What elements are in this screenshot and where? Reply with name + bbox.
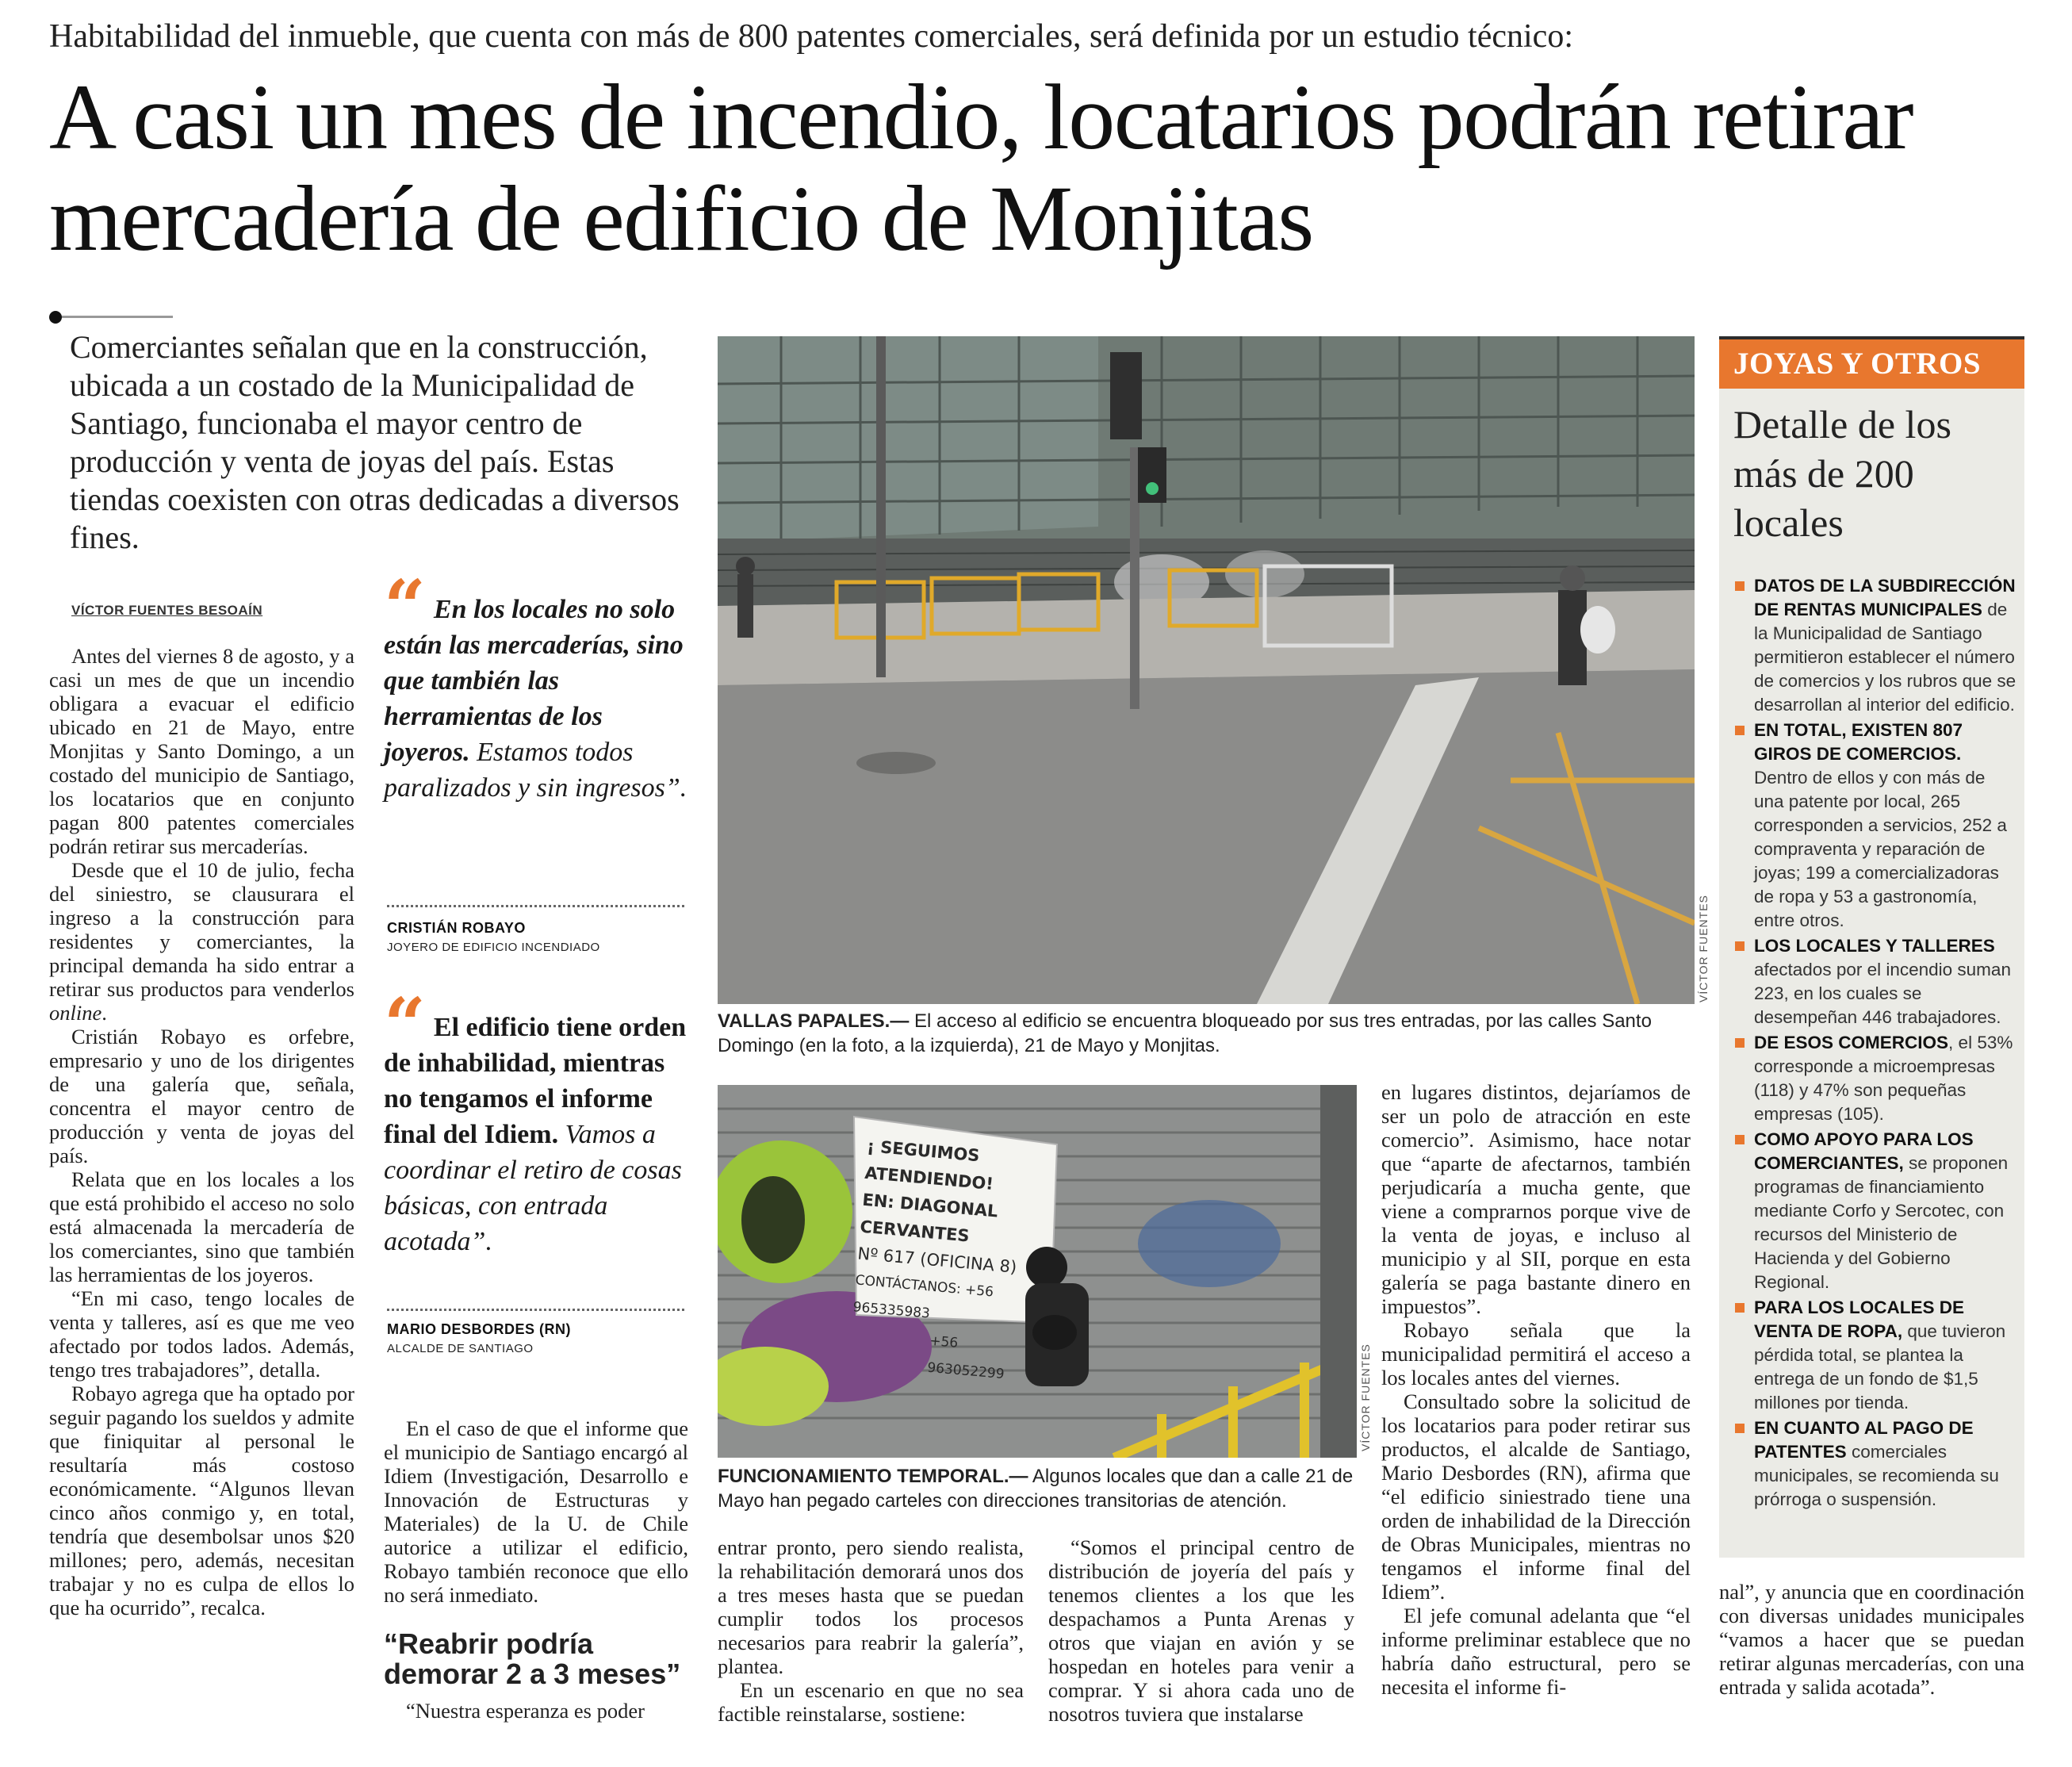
body-column-3 bbox=[718, 1535, 1024, 1726]
quote-text: Estamos todos paralizados y sin ingresos”. bbox=[384, 738, 687, 803]
sign-line: Nº 617 (OFICINA 8) bbox=[856, 1244, 1018, 1277]
pull-quote-2 bbox=[384, 982, 689, 1259]
item-text: se proponen programas de financiamiento mediante Corfo y Sercotec, con recursos del Ministerio de Hacienda y del Gobierno Regional. bbox=[1754, 1153, 2009, 1292]
photo-caption-2 bbox=[718, 1464, 1357, 1513]
sign-line: ¡ SEGUIMOS ATENDIENDO! bbox=[864, 1136, 994, 1194]
list-item bbox=[1733, 719, 2019, 933]
section-subhead: “Reabrir podría demorar 2 a 3 meses” bbox=[384, 1627, 681, 1690]
body-column-2-continued bbox=[384, 1699, 688, 1723]
caption-text: El acceso al edificio se encuentra bloqueado por sus tres entradas, por las calles Santo Domingo (en la foto, a la izquierda), 21 de Mayo y Monjitas. bbox=[718, 1010, 1652, 1056]
item-lead: COMO APOYO PARA LOS COMERCIANTES, bbox=[1754, 1129, 1974, 1173]
list-item bbox=[1733, 1128, 2019, 1294]
item-lead: DE ESOS COMERCIOS bbox=[1754, 1033, 1949, 1052]
caption-title: VALLAS PAPALES.— bbox=[718, 1010, 910, 1032]
paragraph: Antes del viernes 8 de agosto, y a casi un mes de que un incendio obligara a evacuar el edificio ubicado en 21 de Mayo, entre Monjitas y Santo Domingo, a un costado del municipio de Santiago, los locatarios que en conjunto pagan 800 patentes comerciales podrán retirar sus mercaderías. bbox=[49, 644, 354, 858]
square-bullet-icon bbox=[1735, 1038, 1745, 1048]
paragraph: Consultado sobre la solicitud de los locatarios para poder retirar sus productos, el alcalde de Santiago, Mario Desbordes (RN), afirma que “el edificio siniestrado tiene una orden de inhabilidad de la Dirección de Obras Municipales, mientras no tengamos el informe final del Idiem”. bbox=[1381, 1389, 1691, 1604]
caption-title: FUNCIONAMIENTO TEMPORAL.— bbox=[718, 1466, 1028, 1487]
sign-line: CONTÁCTANOS: +56 965335983 bbox=[852, 1272, 994, 1322]
text: online bbox=[49, 1001, 102, 1025]
paragraph: Relata que en los locales a los que está prohibido el acceso no solo está almacenada la mercadería de los comerciantes, sino que también las herramientas de los joyeros. bbox=[49, 1167, 354, 1286]
quote-divider bbox=[387, 905, 684, 907]
photo-street-barriers bbox=[718, 336, 1695, 1004]
street-photo-illustration bbox=[718, 336, 1695, 1004]
quote-attribution-name: MARIO DESBORDES (RN) bbox=[387, 1321, 572, 1337]
square-bullet-icon bbox=[1735, 1135, 1745, 1144]
list-item bbox=[1733, 1296, 2019, 1415]
sidebar-list bbox=[1733, 574, 2019, 1513]
photo-caption-1 bbox=[718, 1009, 1695, 1058]
item-lead: PARA LOS LOCALES DE VENTA DE ROPA, bbox=[1754, 1297, 1965, 1341]
photo-shutter-sign bbox=[718, 1085, 1357, 1458]
body-column-4 bbox=[1048, 1535, 1354, 1726]
quote-emphasis: El edificio tiene orden de inhabilidad, mientras no tengamos el informe final del Idiem. bbox=[384, 1013, 687, 1149]
headline: A casi un mes de incendio, locatarios podrán retirar mercadería de edificio de Monjitas bbox=[49, 65, 1913, 270]
item-text: comerciales municipales, se recomienda su prórroga o suspensión. bbox=[1754, 1442, 1999, 1509]
list-item bbox=[1733, 934, 2019, 1029]
photo-credit: VÍCTOR FUENTES bbox=[1359, 1343, 1372, 1451]
quote-text: Vamos a coordinar el retiro de cosas básicas, con entrada acotada”. bbox=[384, 1120, 682, 1256]
lead-bullet-icon bbox=[49, 311, 62, 324]
paragraph: “Somos el principal centro de distribución de joyería del país y tenemos clientes a los que les despachamos a Punta Arenas y otros que viajan en avión y se hospedan en hoteles para venir a comprar. Y si ahora cada uno de nosotros tuviera que instalarse bbox=[1048, 1535, 1354, 1726]
photo-credit: VÍCTOR FUENTES bbox=[1697, 895, 1710, 1002]
paragraph: En un escenario en que no sea factible reinstalarse, sostiene: bbox=[718, 1678, 1024, 1726]
item-text: de la Municipalidad de Santiago permitieron establecer el número de comercios y los rubros que se desarrollan al interior del edificio. bbox=[1754, 600, 2016, 715]
temporary-sign-text bbox=[847, 1133, 1050, 1390]
quote-attribution-name: CRISTIÁN ROBAYO bbox=[387, 920, 526, 936]
text: Desde que el 10 de julio, fecha del siniestro, se clausurara el ingreso a la construcción para residentes y comerciantes, la principal demanda ha sido entrar a retirar sus productos para venderlos bbox=[49, 858, 354, 1001]
sign-line: +56 963052299 bbox=[926, 1332, 1005, 1383]
paragraph: “En mi caso, tengo locales de venta y talleres, así es que me veo afectado por todos lados. Además, tengo tres trabajadores”, detalla. bbox=[49, 1286, 354, 1382]
square-bullet-icon bbox=[1735, 1303, 1745, 1313]
paragraph: Robayo agrega que ha optado por seguir pagando los sueldos y admite que finiquitar al personal le resultaría más costoso económicamente. “Algunos llevan cinco años conmigo y, en total, tendría que desembolsar unos $20 millones; pero, además, necesitan trabajar y no es culpa de ellos lo que ha ocurrido”, recalca. bbox=[49, 1382, 354, 1619]
paragraph: en lugares distintos, dejaríamos de ser un polo de atracción en este comercio”. Asimismo, hace notar que “aparte de afectarnos, también perjudicaría a mucha gente, que viene a comprarnos porque vive de la venta de joyas, e incluso al municipio y al SII, porque en esta galería se paga bastante dinero en impuestos”. bbox=[1381, 1080, 1691, 1318]
item-lead: EN CUANTO AL PAGO DE PATENTES bbox=[1754, 1418, 1974, 1462]
paragraph: entrar pronto, pero siendo realista, la rehabilitación demorará unos dos a tres meses hasta que se puedan cumplir todos los procesos necesarios para reabrir la galería”, plantea. bbox=[718, 1535, 1024, 1678]
item-lead: DATOS DE LA SUBDIRECCIÓN DE RENTAS MUNICIPALES bbox=[1754, 576, 2016, 619]
body-column-5 bbox=[1381, 1080, 1691, 1699]
body-column-1 bbox=[49, 644, 354, 1619]
list-item bbox=[1733, 1416, 2019, 1512]
paragraph: Cristián Robayo es orfebre, empresario y uno de los dirigentes de una galería que, señala, concentra el mayor centro de producción y venta de joyas del país. bbox=[49, 1025, 354, 1167]
paragraph: En el caso de que el informe que el municipio de Santiago encargó al Idiem (Investigación, Desarrollo e Innovación de Estructuras y Materiales) de la U. de Chile autorice a utilizar el edificio, Robayo también reconoce que ello no será inmediato. bbox=[384, 1416, 688, 1607]
quote-attribution-role: ALCALDE DE SANTIAGO bbox=[387, 1342, 534, 1355]
list-item bbox=[1733, 1031, 2019, 1126]
paragraph bbox=[49, 858, 354, 1025]
square-bullet-icon bbox=[1735, 941, 1745, 951]
paragraph: El jefe comunal adelanta que “el informe preliminar establece que no habría daño estructural, pero se necesita el informe fi- bbox=[1381, 1604, 1691, 1699]
paragraph: nal”, y anuncia que en coordinación con diversas unidades municipales “vamos a hacer que se puedan retirar algunas mercaderías, con una entrada y salida acotada”. bbox=[1719, 1580, 2024, 1699]
quote-attribution-role: JOYERO DE EDIFICIO INCENDIADO bbox=[387, 941, 600, 954]
item-text: afectados por el incendio suman 223, en los cuales se desempeñan 446 trabajadores. bbox=[1754, 960, 2011, 1027]
quote-emphasis: En los locales no solo están las mercaderías, sino que también las herramientas de los joyeros. bbox=[384, 595, 684, 767]
square-bullet-icon bbox=[1735, 1424, 1745, 1433]
item-lead: LOS LOCALES Y TALLERES bbox=[1754, 936, 1995, 956]
pull-quote-1 bbox=[384, 564, 689, 806]
byline: VÍCTOR FUENTES BESOAÍN bbox=[71, 603, 263, 618]
caption-text: Algunos locales que dan a calle 21 de Mayo han pegado carteles con direcciones transitorias de atención. bbox=[718, 1466, 1354, 1512]
item-text: que tuvieron pérdida total, se plantea la entrega de un fondo de $1,5 millones por tienda. bbox=[1754, 1321, 2006, 1412]
square-bullet-icon bbox=[1735, 726, 1745, 735]
text: . bbox=[101, 1001, 107, 1025]
quote-mark-icon: “ bbox=[384, 564, 426, 650]
quote-divider bbox=[387, 1309, 684, 1311]
item-lead: EN TOTAL, EXISTEN 807 GIROS DE COMERCIOS. bbox=[1754, 720, 1963, 764]
lead-rule bbox=[62, 316, 173, 318]
sidebar-tab: JOYAS Y OTROS bbox=[1719, 336, 2024, 389]
sidebar-title: Detalle de los más de 200 locales bbox=[1733, 402, 1951, 545]
item-text: , el 53% corresponde a microempresas (118) y 47% son pequeñas empresas (105). bbox=[1754, 1033, 2013, 1124]
list-item bbox=[1733, 574, 2019, 717]
quote-mark-icon: “ bbox=[384, 982, 426, 1067]
paragraph: “Nuestra esperanza es poder bbox=[406, 1699, 645, 1723]
sign-line: EN: DIAGONAL CERVANTES bbox=[859, 1190, 999, 1246]
body-column-2 bbox=[384, 1416, 688, 1607]
paragraph: Robayo señala que la municipalidad permitirá el acceso a los locales antes del viernes. bbox=[1381, 1318, 1691, 1389]
body-column-6 bbox=[1719, 1580, 2024, 1699]
item-text: Dentro de ellos y con más de una patente por local, 265 corresponden a servicios, 252 a compraventa y reparación de joyas; 199 a comercializadoras de ropa y 53 a gastronomía, entre otros. bbox=[1754, 768, 2007, 930]
lead-paragraph: Comerciantes señalan que en la construcción, ubicada a un costado de la Municipalidad de Santiago, funcionaba el mayor centro de producción y venta de joyas del país. Estas tiendas coexisten con otras dedicadas a diversos fines. bbox=[70, 329, 680, 555]
square-bullet-icon bbox=[1735, 581, 1745, 591]
kicker: Habitabilidad del inmueble, que cuenta con más de 800 patentes comerciales, será definida por un estudio técnico: bbox=[49, 18, 1573, 55]
